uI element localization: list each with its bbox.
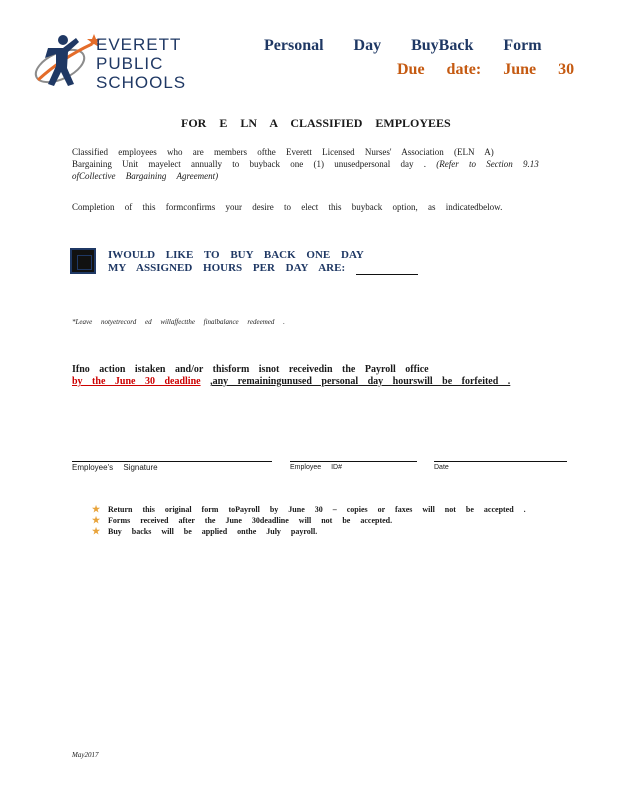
revision-date: May2017 bbox=[72, 751, 99, 759]
star-bullet-icon: ★ bbox=[92, 526, 101, 536]
intro-line-1: Classified employees who are members ofthe Everett Licensed Nurses' Association (ELN A) bbox=[72, 147, 494, 157]
logo-wordmark bbox=[96, 35, 186, 92]
forfeit-text: ,any remainingunused personal day hourswill be forfeited . bbox=[210, 376, 511, 387]
warning-line-1: Ifno action istaken and/or thisform isnot receivedin the Payroll office bbox=[72, 364, 429, 375]
intro-line-2-reference: (Refer to Section 9.13 bbox=[436, 159, 539, 169]
buyback-checkbox[interactable] bbox=[70, 248, 96, 274]
election-statement bbox=[108, 249, 418, 275]
deadline-text: by the June 30 deadline bbox=[72, 376, 201, 387]
logo-line-schools: SCHOOLS bbox=[96, 73, 187, 92]
intro-line-2 bbox=[72, 158, 552, 170]
date-line[interactable] bbox=[434, 461, 567, 462]
star-bullet-icon: ★ bbox=[92, 504, 101, 514]
assigned-hours-label: MY ASSIGNED HOURS PER DAY ARE: bbox=[108, 262, 346, 274]
signature-label: Employee's Signature bbox=[72, 463, 158, 472]
checkbox-inner-box bbox=[77, 255, 92, 270]
star-bullet-icon: ★ bbox=[92, 515, 101, 525]
intro-line-2-text: Bargaining Unit mayelect annually to buyback one (1) unusedpersonal day . bbox=[72, 159, 427, 169]
date-label: Date bbox=[434, 464, 449, 471]
instruction-text: Buy backs will be applied onthe July payroll. bbox=[108, 527, 318, 536]
instruction-text: Return this original form toPayroll by June 30 – copies or faxes will not be accepted . bbox=[108, 505, 526, 514]
election-line-2 bbox=[108, 262, 418, 275]
leave-note: *Leave notyetrecord ed willaffectthe finalbalance redeemed . bbox=[72, 318, 285, 326]
completion-statement: Completion of this formconfirms your desire to elect this buyback option, as indicatedbelow. bbox=[72, 202, 503, 212]
warning-line-2 bbox=[72, 376, 510, 387]
employee-id-line[interactable] bbox=[290, 461, 417, 462]
signature-line[interactable] bbox=[72, 461, 272, 462]
form-subheading: FOR E LN A CLASSIFIED EMPLOYEES bbox=[181, 116, 451, 130]
intro-paragraph bbox=[72, 146, 552, 182]
instructions-list bbox=[92, 504, 526, 537]
list-item bbox=[92, 504, 526, 515]
list-item bbox=[92, 526, 526, 537]
election-line-1: IWOULD LIKE TO BUY BACK ONE DAY bbox=[108, 249, 364, 261]
list-item bbox=[92, 515, 526, 526]
employee-id-label: Employee ID# bbox=[290, 464, 342, 471]
intro-line-3-reference: ofCollective Bargaining Agreement) bbox=[72, 171, 219, 181]
logo-line-everett: EVERETT bbox=[96, 35, 182, 54]
instruction-text: Forms received after the June 30deadline will not be accepted. bbox=[108, 516, 393, 525]
form-title: Personal Day BuyBack Form bbox=[264, 37, 542, 54]
assigned-hours-field[interactable] bbox=[356, 263, 418, 275]
logo-line-public: PUBLIC bbox=[96, 54, 164, 73]
due-date: Due date: June 30 bbox=[397, 61, 575, 78]
